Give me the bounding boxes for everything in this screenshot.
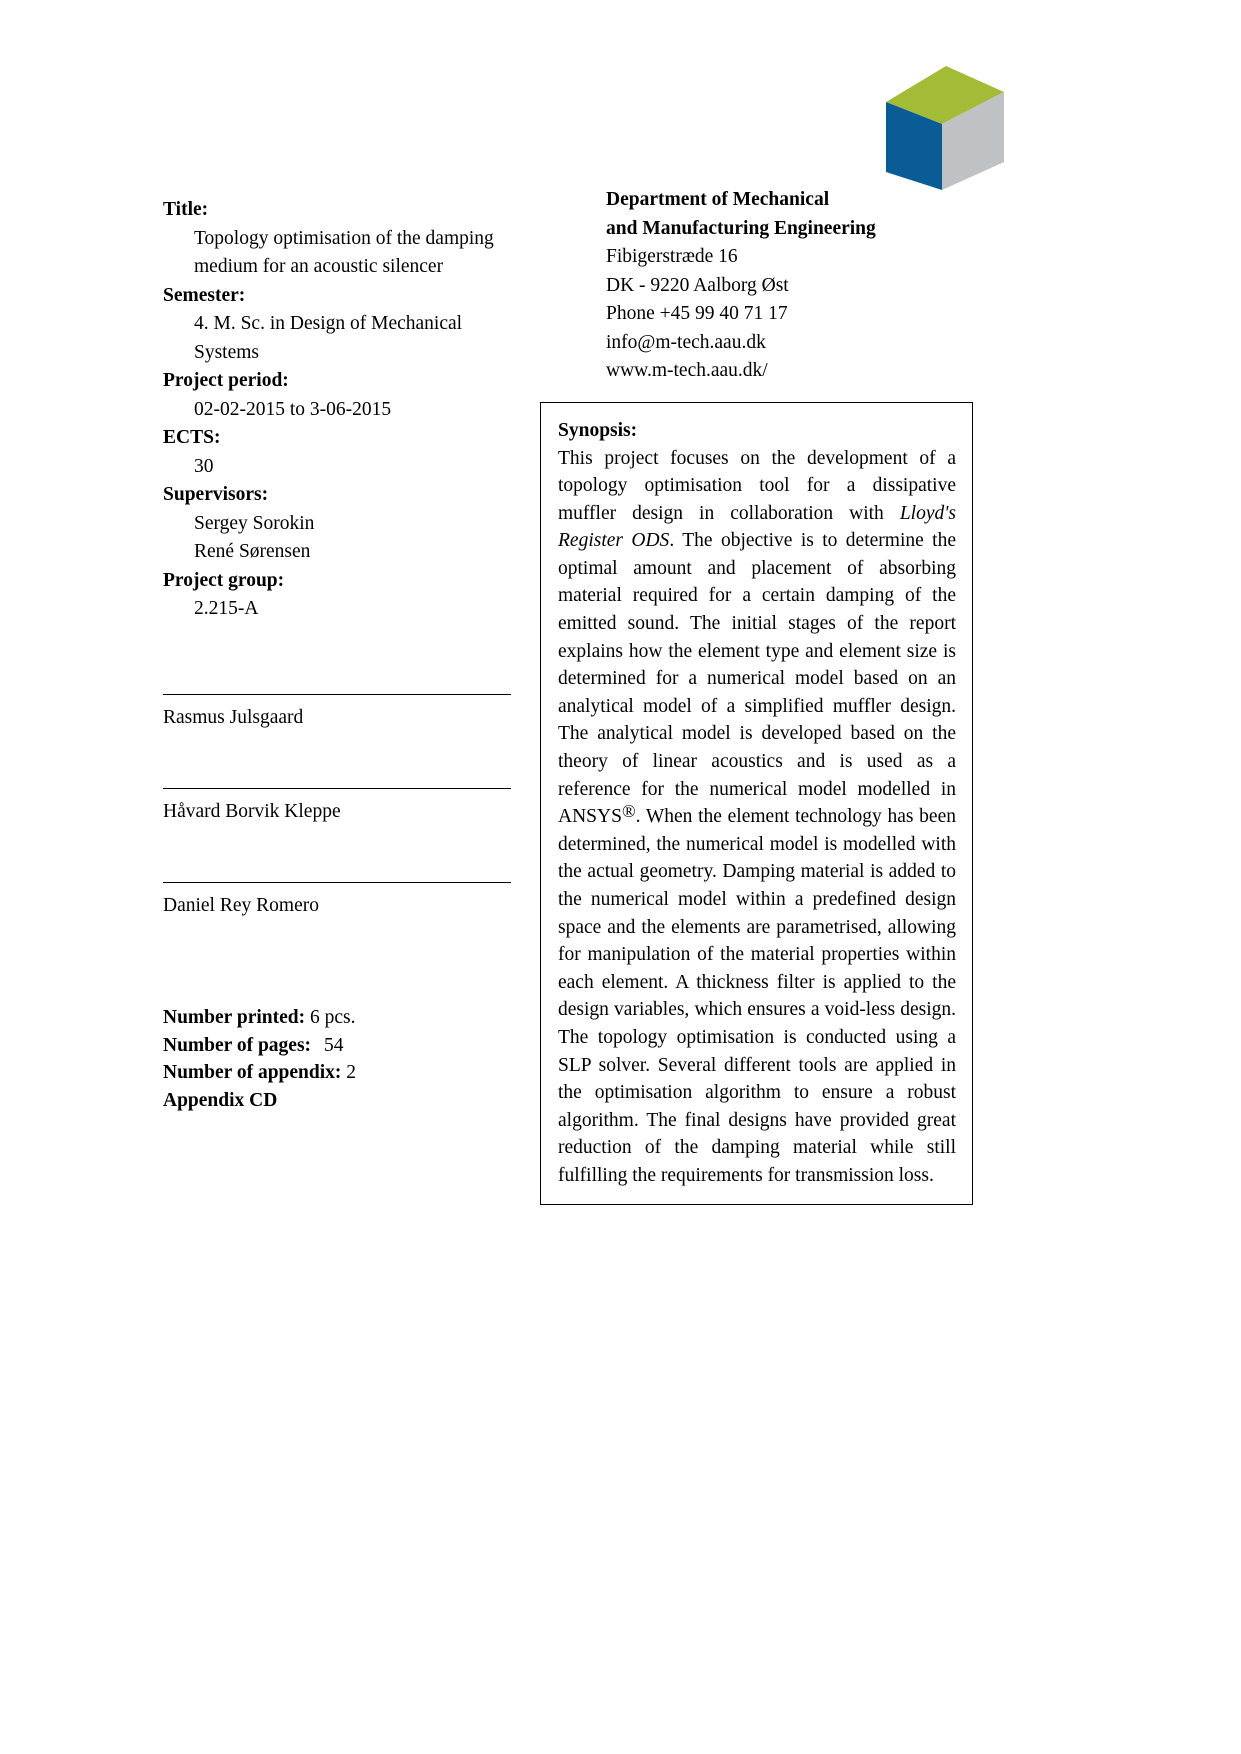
count-value-number-printed: 6 pcs.: [309, 1007, 356, 1028]
signature-block: [163, 672, 511, 954]
synopsis-body: [558, 445, 956, 1190]
field-value-title-line1: Topology optimisation of the damping: [194, 227, 494, 249]
signature-rule: [163, 788, 511, 789]
count-number-of-appendix: [163, 1059, 563, 1087]
print-counts: [163, 1004, 563, 1114]
synopsis-text-part-1: This project focuses on the development of a topology optimisation tool for a dissipative muffler design in collaboration with: [558, 447, 956, 524]
department-email: info@m-tech.aau.dk: [606, 331, 766, 353]
count-label-appendix-cd: Appendix CD: [163, 1089, 278, 1111]
field-value-project-period: 02-02-2015 to 3-06-2015: [194, 398, 392, 420]
field-value-title-line2: medium for an acoustic silencer: [194, 256, 444, 277]
field-value-ects: 30: [194, 455, 214, 477]
synopsis-box: [540, 402, 973, 1205]
aau-cube-logo: [876, 62, 1008, 194]
field-label-title: Title:: [163, 199, 209, 220]
department-phone: Phone +45 99 40 71 17: [606, 303, 788, 324]
department-address-block: [606, 186, 1006, 386]
department-city: DK - 9220 Aalborg Øst: [606, 274, 789, 296]
synopsis-company-name: Lloyd's Register ODS: [558, 502, 956, 552]
signature-name-2: Håvard Borvik Kleppe: [163, 801, 341, 822]
count-value-number-of-pages: 54: [323, 1034, 344, 1056]
field-value-semester-line2: Systems: [194, 341, 260, 363]
count-appendix-cd: [163, 1087, 563, 1115]
field-label-semester: Semester:: [163, 284, 246, 306]
synopsis-text-part-3: . When the element technology has been determined, the numerical model is modelled with the actual geometry. Damping material is added to the numerical model within a predefined design space and the elements are parametrised, allowing for manipulation of the material properties within each element. A thickness filter is applied to the design variables, which ensures a void-less design. The topology optimisation is conducted using a SLP solver. Several different tools are applied in the optimisation algorithm to ensure a robust algorithm. The final designs have provided great reduction of the damping material while still fulfilling the requirements for transmission loss.: [558, 806, 956, 1186]
count-number-printed: [163, 1004, 563, 1032]
field-label-supervisors: Supervisors:: [163, 484, 269, 505]
synopsis-text-part-2: . The objective is to determine the optimal amount and placement of absorbing material required for a certain damping of the emitted sound. The initial stages of the report explains how the element type and element size is determined for a numerical model based on an analytical model of a simplified muffler design. The analytical model is developed based on the theory of linear acoustics and is used as a reference for the numerical model modelled in ANSYS: [558, 530, 956, 828]
department-street: Fibigerstræde 16: [606, 246, 738, 267]
field-value-project-group: 2.215-A: [194, 598, 259, 619]
field-value-supervisor-2: René Sørensen: [194, 541, 311, 562]
count-label-number-of-appendix: Number of appendix:: [163, 1062, 342, 1083]
signature-item: [163, 672, 511, 766]
count-label-number-of-pages: Number of pages:: [163, 1034, 312, 1056]
signature-name-3: Daniel Rey Romero: [163, 895, 319, 916]
signature-rule: [163, 882, 511, 883]
synopsis-title: Synopsis:: [558, 420, 638, 441]
project-info-list: [163, 196, 513, 624]
signature-item: [163, 860, 511, 954]
field-value-supervisor-1: Sergey Sorokin: [194, 512, 315, 534]
registered-trademark-icon: ®: [621, 801, 636, 822]
signature-item: [163, 766, 511, 860]
department-name-line-2: and Manufacturing Engineering: [606, 217, 876, 239]
field-label-ects: ECTS:: [163, 427, 221, 448]
count-value-number-of-appendix: 2: [346, 1062, 357, 1083]
count-label-number-printed: Number printed:: [163, 1007, 306, 1028]
field-label-project-period: Project period:: [163, 370, 289, 391]
field-value-semester-line1: 4. M. Sc. in Design of Mechanical: [194, 313, 463, 334]
signature-name-1: Rasmus Julsgaard: [163, 707, 304, 728]
count-number-of-pages: [163, 1032, 563, 1060]
field-label-project-group: Project group:: [163, 569, 285, 591]
signature-rule: [163, 694, 511, 695]
department-website: www.m-tech.aau.dk/: [606, 360, 768, 381]
department-name-line-1: Department of Mechanical: [606, 189, 830, 210]
